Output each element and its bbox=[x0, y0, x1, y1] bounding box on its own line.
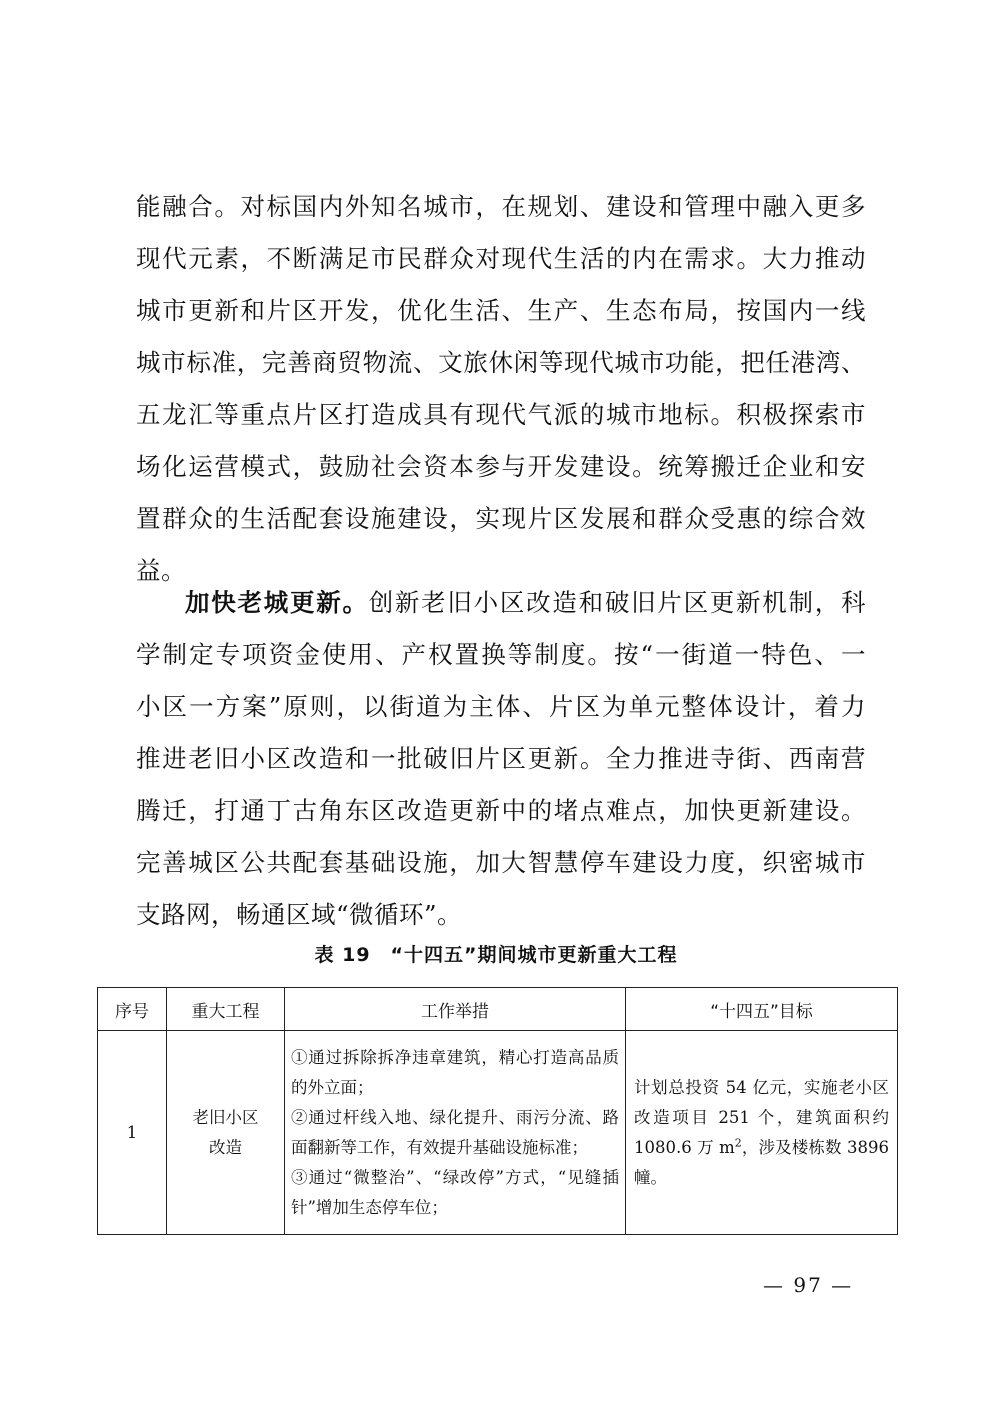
text-line: 支路网，畅通区域“微循环”。 bbox=[136, 900, 463, 929]
cell-goal bbox=[626, 1031, 898, 1235]
projects-table bbox=[97, 987, 898, 1235]
text-line: 益。 bbox=[136, 556, 186, 585]
header-project: 重大工程 bbox=[167, 988, 285, 1031]
paragraph-city-renewal bbox=[136, 181, 866, 597]
text-line: 城市标准，完善商贸物流、文旅休闲等现代城市功能，把任港湾、 bbox=[136, 348, 866, 377]
goal-unit-superscript: 2 bbox=[734, 1136, 742, 1149]
text-line: 完善城区公共配套基础设施，加大智慧停车建设力度，织密城市 bbox=[136, 848, 866, 877]
text-line: 腾迁，打通丁古角东区改造更新中的堵点难点，加快更新建设。 bbox=[136, 796, 866, 825]
paragraph-text: 创新老旧小区改造和破旧片区更新机制，科 bbox=[368, 588, 867, 617]
header-index: 序号 bbox=[98, 988, 167, 1031]
text-line: 小区一方案”原则，以街道为主体、片区为单元整体设计，着力 bbox=[136, 692, 866, 721]
project-name-line: 改造 bbox=[209, 1137, 242, 1157]
paragraph-old-city-renewal bbox=[136, 577, 866, 941]
paragraph-heading: 加快老城更新。 bbox=[185, 588, 369, 617]
text-line bbox=[136, 577, 866, 629]
page-number: — 97 — bbox=[763, 1273, 854, 1297]
goal-text: 计划总投资 54 亿元，实施老小区改造项目 251 个，建筑面积约 1080.6 万 m bbox=[634, 1077, 889, 1157]
text-line: 五龙汇等重点片区打造成具有现代气派的城市地标。积极探索市 bbox=[136, 400, 866, 429]
goal-text: ，涉及楼栋数 3896 幢。 bbox=[634, 1137, 889, 1187]
text-line: 置群众的生活配套设施建设，实现片区发展和群众受惠的综合效 bbox=[136, 504, 866, 533]
cell-index: 1 bbox=[98, 1031, 167, 1235]
project-name-line: 老旧小区 bbox=[192, 1107, 259, 1127]
text-line: 学制定专项资金使用、产权置换等制度。按“一街道一特色、一 bbox=[136, 640, 866, 669]
header-measures: 工作举措 bbox=[285, 988, 626, 1031]
table-caption: 表 19 “十四五”期间城市更新重大工程 bbox=[314, 944, 678, 966]
table-row bbox=[98, 1031, 898, 1235]
text-line: 能融合。对标国内外知名城市，在规划、建设和管理中融入更多 bbox=[136, 192, 866, 221]
header-goal: “十四五”目标 bbox=[626, 988, 898, 1031]
table-header-row bbox=[98, 988, 898, 1031]
cell-project-name bbox=[167, 1031, 285, 1235]
measure-item: ①通过拆除拆净违章建筑，精心打造高品质的外立面； bbox=[291, 1047, 619, 1097]
cell-measures bbox=[285, 1031, 626, 1235]
text-line: 推进老旧小区改造和一批破旧片区更新。全力推进寺街、西南营 bbox=[136, 744, 866, 773]
text-line: 城市更新和片区开发，优化生活、生产、生态布局，按国内一线 bbox=[136, 296, 866, 325]
measure-item: ②通过杆线入地、绿化提升、雨污分流、路面翻新等工作，有效提升基础设施标准； bbox=[291, 1107, 619, 1157]
text-line: 现代元素，不断满足市民群众对现代生活的内在需求。大力推动 bbox=[136, 244, 866, 273]
measure-item: ③通过“微整治”、“绿改停”方式，“见缝插针”增加生态停车位； bbox=[291, 1167, 619, 1217]
text-line: 场化运营模式，鼓励社会资本参与开发建设。统筹搬迁企业和安 bbox=[136, 452, 866, 481]
